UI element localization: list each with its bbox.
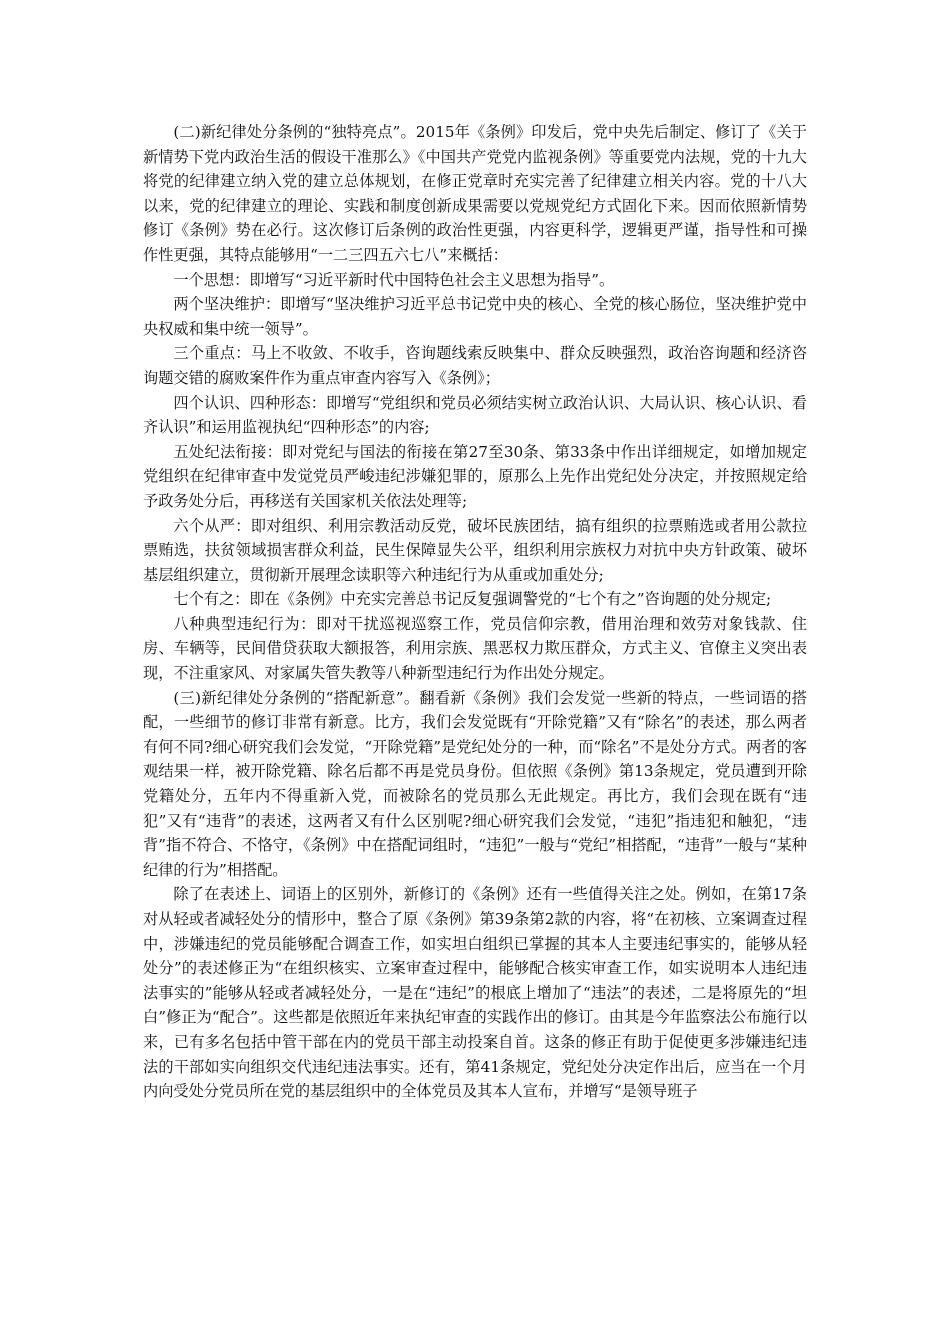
paragraph-sige-renshi: 四个认识、四种形态：即增写“党组织和党员必须结实树立政治认识、大局认识、核心认识、看齐认识”和运用监视执纪“四种形态”的内容; (143, 393, 807, 437)
paragraph-liangge-jianjue-weihu: 两个坚决维护：即增写“坚决维护习近平总书记党中央的核心、全党的核心肠位，坚决维护党中央权威和集中统一领导”。 (143, 295, 807, 338)
paragraph-qige-youzhi: 七个有之：即在《条例》中充实完善总书记反复强调警党的“七个有之”咨询题的处分规定; (173, 590, 772, 609)
paragraph-dujia-liangdian: (二)新纪律处分条例的“独特亮点”。2015年《条例》印发后，党中央先后制定、修订了《关于新情势下党内政治生活的假设干准那么》《中国共产党党内监视条例》等重要党内法规，党的十九大将党的纪律建立纳入党的建立总体规划，在修正党章时充实完善了纪律建立相关内容。党的十八大以来，党的纪律建立的理论、实践和制度创新成果需要以党规党纪方式固化下来。因而依照新情势修订《条例》势在必行。这次修订后条例的政治性更强，内容更科学，逻辑更严谨，指导性和可操作性更强，其特点能够用“一二三四五六七八”来概括： (143, 123, 807, 264)
paragraph-wuchu-jifa-xianjie: 五处纪法衔接：即对党纪与国法的衔接在第27至30条、第33条中作出详细规定，如增加规定党组织在纪律审查中发觉党员严峻违纪涉嫌犯罪的，原那么上先作出党纪处分决定，并按照规定给予政务处分后，再移送有关国家机关依法处理等; (143, 442, 807, 510)
paragraph-sange-zhongdian: 三个重点：马上不收敛、不收手，咨询题线索反映集中、群众反映强烈，政治咨询题和经济咨询题交错的腐败案件作为重点审查内容写入《条例》； (143, 344, 807, 387)
paragraph-zhide-guanzhu: 除了在表述上、词语上的区别外，新修订的《条例》还有一些值得关注之处。例如，在第17条对从轻或者减轻处分的情形中，整合了原《条例》第39条第2款的内容，将“在初核、立案调查过程中，涉嫌违纪的党员能够配合调查工作，如实坦白组织已掌握的其本人主要违纪事实的，能够从轻处分”的表述修正为“在组织核实、立案审查过程中，能够配合核实审查工作，如实说明本人违纪违法事实的”能够从轻或者减轻处分，一是在“违纪”的根底上增加了“违法”的表述，二是将原先的“坦白”修正为“配合”。这些都是依照近年来执纪审查的实践作出的修订。由其是今年监察法公布施行以来，已有多名包括中管干部在内的党员干部主动投案自首。这条的修正有助于促使更多涉嫌违纪违法的干部如实向组织交代违纪违法事实。还有，第41条规定，党纪处分决定作出后，应当在一个月内向受处分党员所在党的基层组织中的全体党员及其本人宣布，并增写“是领导班子 (143, 885, 807, 1101)
paragraph-dapei-xinyi: (三)新纪律处分条例的“搭配新意”。翻看新《条例》我们会发觉一些新的特点，一些词语的搭配，一些细节的修订非常有新意。比方，我们会发觉既有“开除党籍”又有“除名”的表述，那么两者有何不同?细心研究我们会发觉，“开除党籍”是党纪处分的一种，而“除名”不是处分方式。两者的客观结果一样，被开除党籍、除名后都不再是党员身份。但依照《条例》第13条规定，党员遭到开除党籍处分，五年内不得重新入党，而被除名的党员那么无此规定。再比方，我们会现在既有“违犯”又有“违背”的表述，这两者又有什么区别呢?细心研究我们会发觉，“违犯”指违犯和触犯，“违背”指不符合、不恪守，《条例》中在搭配词组时，“违犯”一般与“党纪”相搭配，“违背”一般与“某种纪律的行为”相搭配。 (143, 688, 807, 879)
paragraph-bazhong-weiji: 八种典型违纪行为：即对干扰巡视巡察工作，党员信仰宗教，借用治理和效劳对象钱款、住房、车辆等，民间借贷获取大额报答，利用宗族、黑恶权力欺压群众，方式主义、官僚主义突出表现，不注重家风、对家属失管失教等八种新型违纪行为作出处分规定。 (143, 614, 807, 683)
paragraph-yige-sixiang: 一个思想：即增写“习近平新时代中国特色社会主义思想为指导”。 (173, 270, 615, 289)
document-page (143, 120, 807, 1104)
paragraph-liuge-congyan: 六个从严：即对组织、利用宗教活动反党，破坏民族团结，搞有组织的拉票贿选或者用公款拉票贿选，扶贫领域损害群众利益，民生保障显失公平，组织利用宗族权力对抗中央方针政策、破坏基层组织建立，贯彻新开展理念读职等六种违纪行为从重或加重处分; (143, 516, 807, 584)
